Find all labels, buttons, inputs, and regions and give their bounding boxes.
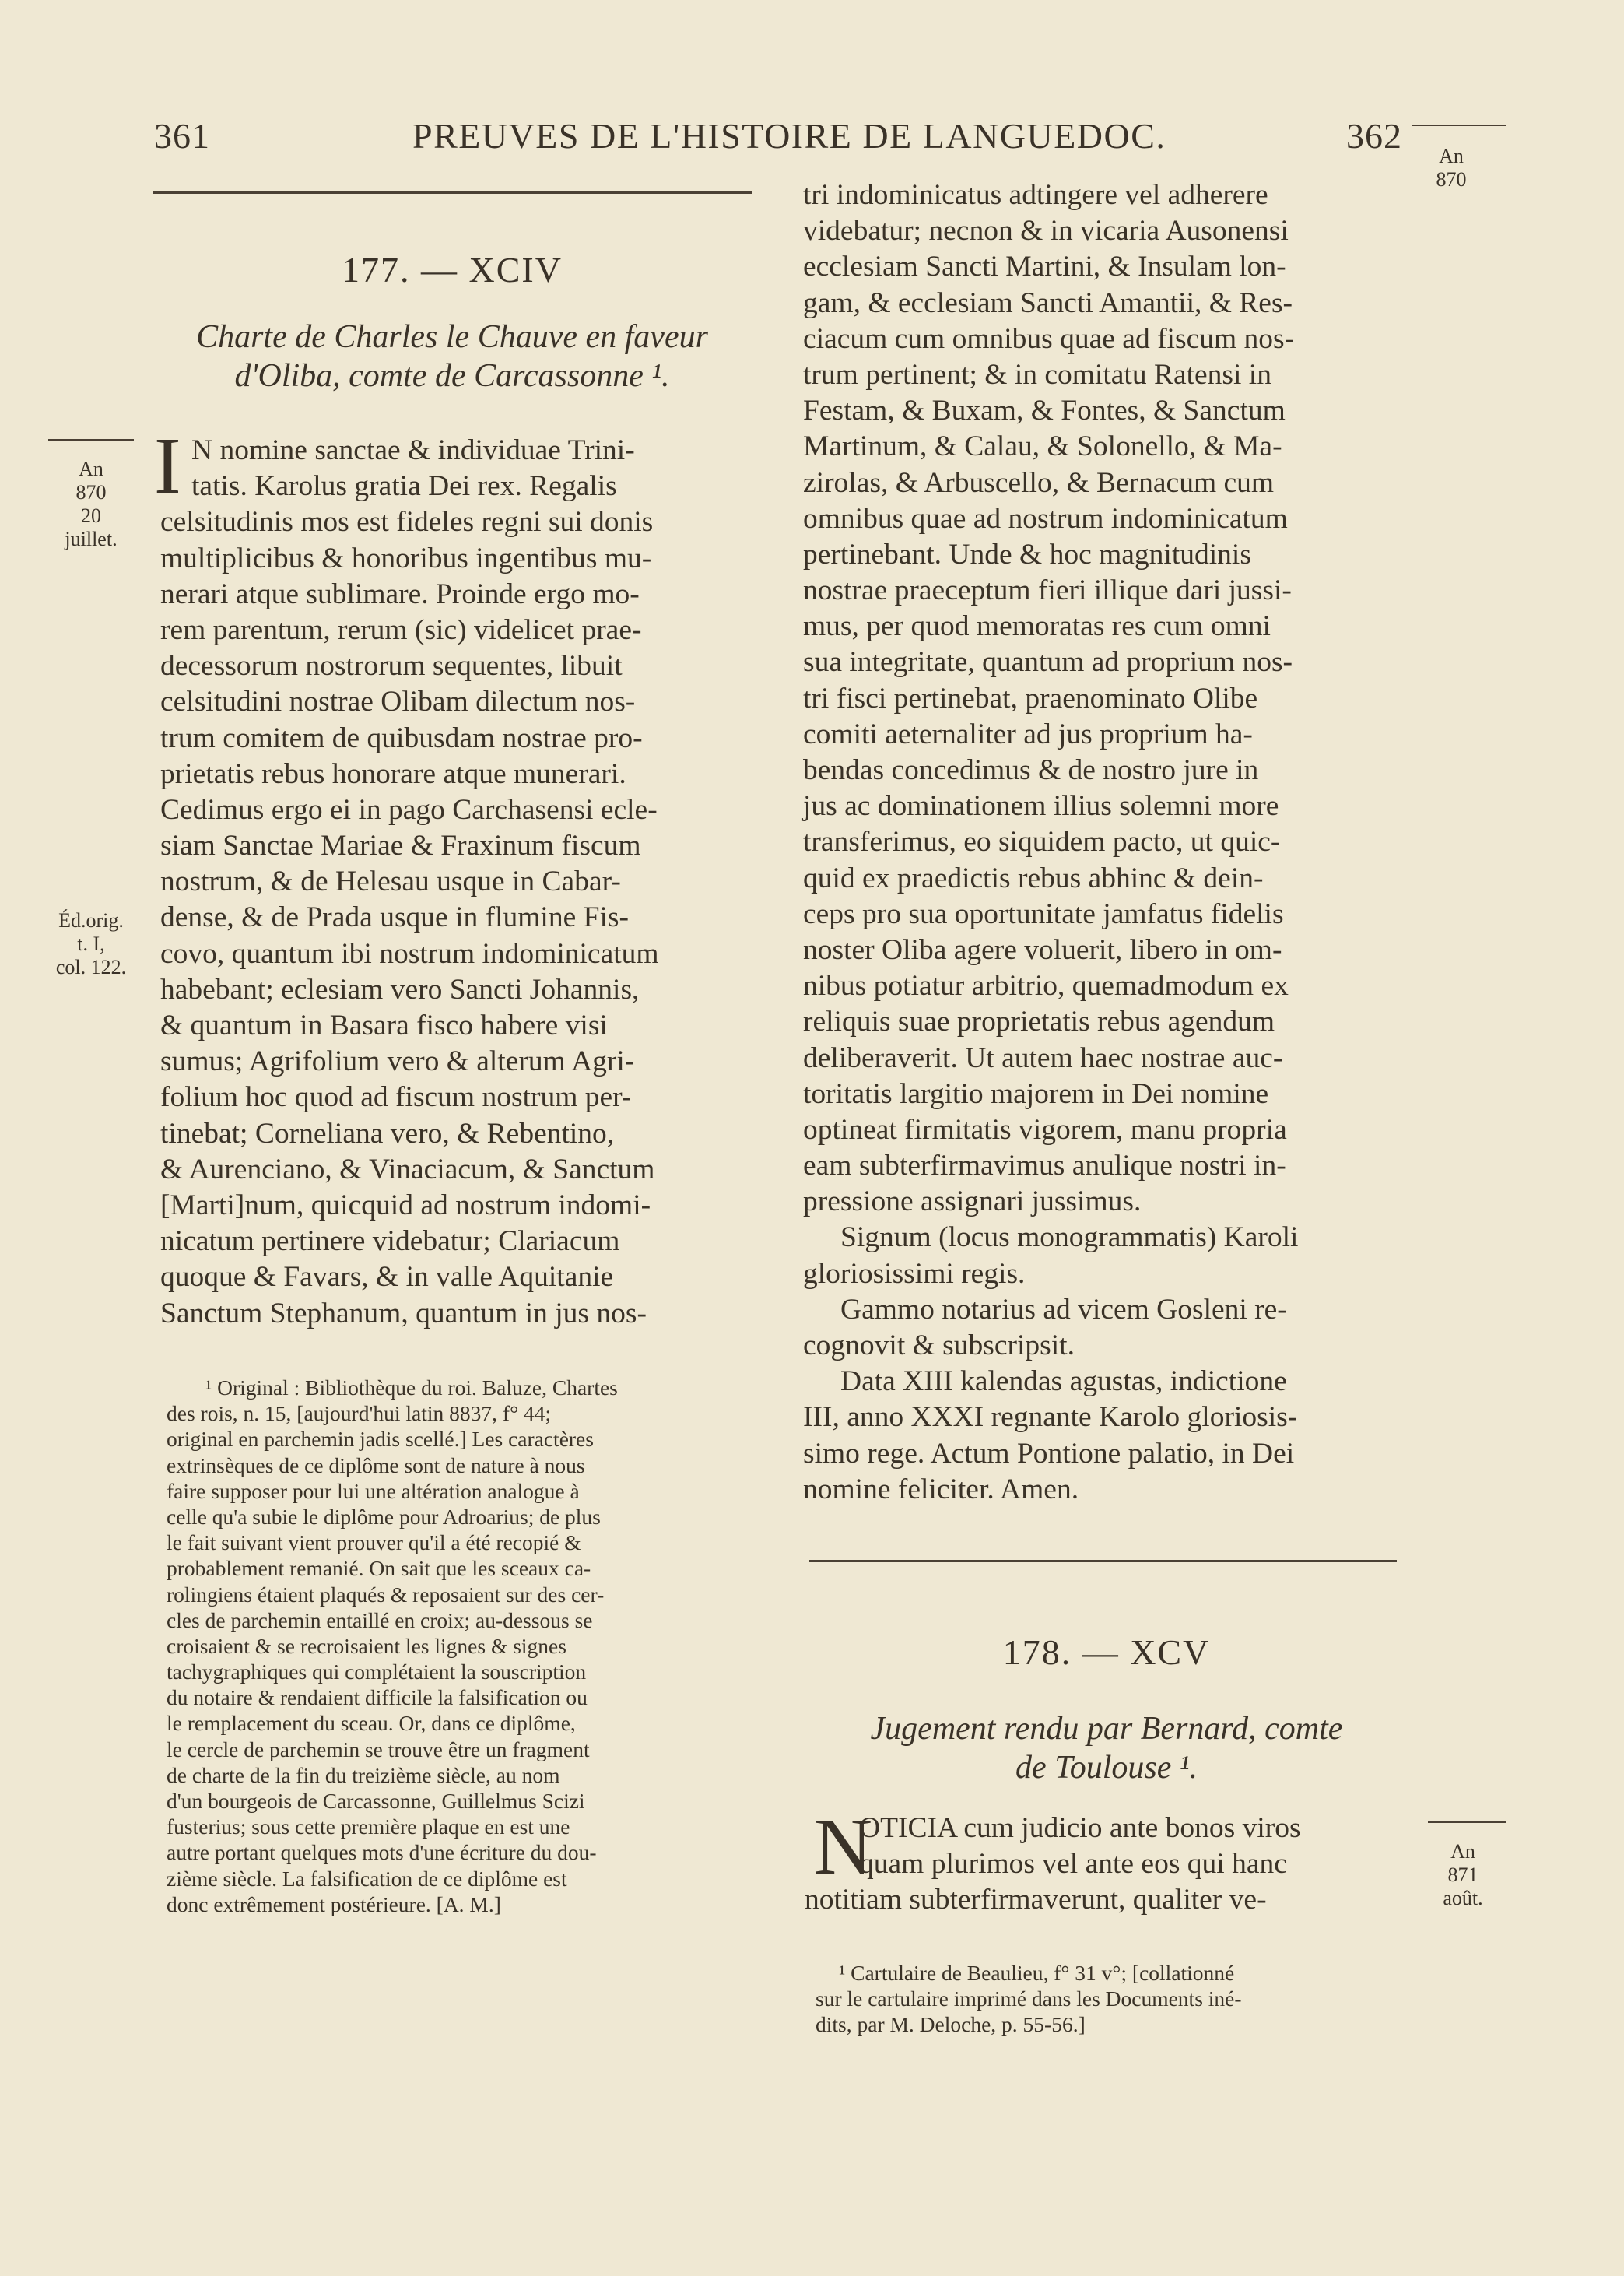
document-title: Jugement rendu par Bernard, comte de Toulouse ¹.	[870, 1711, 1343, 1786]
drop-cap: N	[814, 1802, 873, 1891]
margin-note-date-877: An 870 20 juillet.	[65, 458, 118, 550]
section-rule	[809, 1560, 1397, 1562]
charter-text-right: tri indominicatus adtingere vel adherere videbatur; necnon & in vicaria Ausonensi ecclesiam Sancti Martini, & Insulam lon- gam, & ecclesiam Sancti Amantii, & Res- ciacum cum omnibus quae ad fiscum nos- trum pertinent; & in comitatu Ratensi in Festam, & Buxam, & Fontes, & Sanctum Martinum, & Calau, & Solonello, & Ma- zirolas, & Arbuscello, & Bernacum cum omnibus quae ad nostrum indominicatum pertinebant. Unde & hoc magnitudinis nostrae praeceptum fieri illique dari jussi- mus, per quod memoratas res cum omni sua integritate, quantum ad proprium nos- tri fisci pertinebat, praenominato Olibe comiti aeternaliter ad jus proprium ha- bendas concedimus & de nostro jure in jus ac dominationem illius solemni more transferimus, eo siquidem pacto, ut quic- quid ex praedictis rebus abhinc & dein- ceps pro sua oportunitate jamfatus fidelis noster Oliba agere voluerit, libero in om- nibus potiatur arbitrio, quemadmodum ex reliquis suae proprietatis rebus agendum deliberaverit. Ut autem haec nostrae auc- toritatis largitio majorem in Dei nomine optineat firmitatis vigorem, manu propria eam subterfirmavimus anulique nostri in- pressione assignari jussimus. Signum (locus monogrammatis) Karoli gloriosissimi regis. Gammo notarius ad vicem Gosleni re- cognovit & subscripsit. Data XIII kalendas agustas, indictione III, anno XXXI regnante Karolo gloriosis- simo rege. Actum Pontione palatio, in Dei nomine feliciter. Amen.	[803, 179, 1299, 1505]
margin-rule	[1412, 125, 1506, 126]
document-number: 177. — XCIV	[342, 250, 563, 290]
judgement-text: OTICIA cum judicio ante bonos viros quam plurimos vel ante eos qui hanc notitiam subterfirmaverunt, qualiter ve-	[805, 1812, 1301, 1916]
column-rule	[153, 191, 752, 194]
margin-note-top-right: An 870	[1436, 145, 1467, 191]
page-number-right: 362	[1346, 116, 1402, 156]
footnote-177: ¹ Original : Bibliothèque du roi. Baluze, Chartes des rois, n. 15, [aujourd'hui latin 8837, f° 44; original en parchemin jadis scellé.] Les caractères extrinsèques de ce diplôme sont de nature à nous faire supposer pour lui une altération analogue à celle qu'a subie le diplôme pour Adroarius; de plus le fait suivant vient prouver qu'il a été recopié & probablement remanié. On sait que les sceaux ca- rolingiens étaient plaqués & reposaient sur des cer- cles de parchemin entaillé en croix; au-dessous se croisaient & se recroisaient les lignes & signes tachygraphiques qui complétaient la souscription du notaire & rendaient difficile la falsification ou le remplacement du sceau. Or, dans ce diplôme, le cercle de parchemin se trouve être un fragment de charte de la fin du treizième siècle, au nom d'un bourgeois de Carcassonne, Guillelmus Scizi fusterius; sous cette première plaque en est une autre portant quelques mots d'une écriture du dou- zième siècle. La falsification de ce diplôme est donc extrêmement postérieure. [A. M.]	[167, 1375, 618, 1916]
footnote-178: ¹ Cartulaire de Beaulieu, f° 31 v°; [collationné sur le cartulaire imprimé dans les Documents iné- dits, par M. Deloche, p. 55-56.]	[816, 1961, 1242, 2037]
margin-rule	[48, 439, 134, 441]
charter-text-left: N nomine sanctae & individuae Trini- tatis. Karolus gratia Dei rex. Regalis celsitudinis mos est fideles regni sui donis multiplicibus & honoribus ingentibus mu- nerari atque sublimare. Proinde ergo mo- rem parentum, rerum (sic) videlicet prae- decessorum nostrorum sequentes, libuit celsitudini nostrae Olibam dilectum nos- trum comitem de quibusdam nostrae pro- prietatis rebus honorare atque munerari. Cedimus ergo ei in pago Carchasensi ecle- siam Sanctae Mariae & Fraxinum fiscum nostrum, & de Helesau usque in Cabar- dense, & de Prada usque in flumine Fis- covo, quantum ibi nostrum indominicatum habebant; eclesiam vero Sancti Johannis, & quantum in Basara fisco habere visi sumus; Agrifolium vero & alterum Agri- folium hoc quod ad fiscum nostrum per- tinebat; Corneliana vero, & Rebentino, & Aurenciano, & Vinaciacum, & Sanctum [Marti]num, quicquid ad nostrum indomi- nicatum pertinere videbatur; Clariacum quoque & Favars, & in valle Aquitanie Sanctum Stephanum, quantum in jus nos-	[160, 434, 659, 1329]
document-number: 178. — XCV	[1002, 1632, 1211, 1672]
margin-note-edition-ref: Éd.orig. t. I, col. 122.	[55, 909, 127, 978]
drop-cap: I	[154, 421, 181, 511]
page-number-left: 361	[154, 116, 210, 156]
margin-note-date-878: An 871 août.	[1443, 1840, 1483, 1909]
running-title: PREUVES DE L'HISTOIRE DE LANGUEDOC.	[412, 116, 1166, 156]
document-title: Charte de Charles le Chauve en faveur d'Oliba, comte de Carcassonne ¹.	[196, 319, 708, 394]
margin-rule	[1428, 1821, 1506, 1823]
